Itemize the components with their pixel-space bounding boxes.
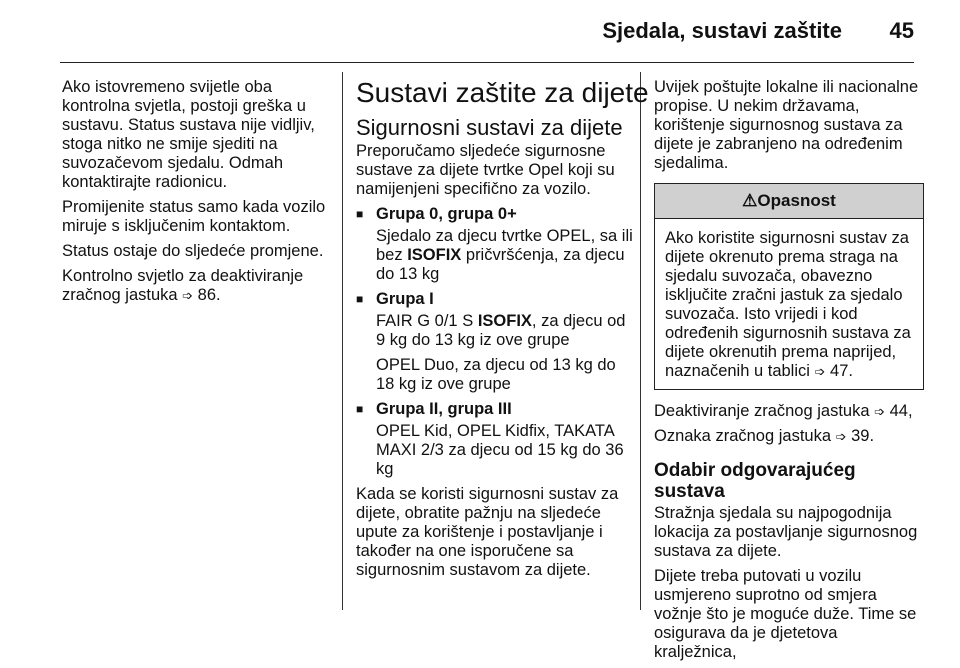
page-ref-arrow-icon: ➩ — [814, 364, 826, 379]
paragraph-airbag-deactivation-ref — [654, 402, 924, 421]
ref-text: Deaktiviranje zračnog jastuka — [654, 402, 870, 420]
warning-icon: ⚠ — [742, 191, 758, 210]
subsection-heading: Sigurnosni sustavi za dijete — [356, 115, 623, 140]
header-rule — [60, 62, 914, 63]
paragraph-change-status: Promijenite status samo kada vozilo miruje s isključenim kontaktom. — [62, 198, 326, 235]
running-header-title: Sjedala, sustavi zaštite — [602, 18, 842, 43]
page-ref-arrow-icon: ➩ — [874, 404, 886, 419]
page-ref-link[interactable]: 86. — [197, 286, 221, 304]
paragraph-rear-seats: Stražnja sjedala su najpogodnija lokacija za postavljanje sigurnosnog sustava za dijete. — [654, 504, 918, 560]
paragraph-rear-facing: Dijete treba putovati u vozilu usmjereno suprotno od smjera vožnje što je moguće duže. Time se osigurava da je djetetova kralježnica, — [654, 567, 917, 661]
page-ref-link[interactable]: 39. — [851, 427, 875, 445]
page-ref-arrow-icon: ➩ — [835, 429, 847, 444]
page-number: 45 — [889, 18, 914, 43]
group-2-label: ■ Grupa II, grupa III — [356, 400, 634, 419]
text: pričvršćenja, za djecu do 13 kg — [376, 246, 625, 283]
paragraph-airbag-label-ref — [654, 427, 924, 446]
page-ref-link[interactable]: 44, — [889, 402, 913, 420]
group-1-description-a — [356, 312, 634, 350]
group-1-description-b: OPEL Duo, za djecu od 13 kg do 18 kg iz ove grupe — [376, 356, 616, 393]
group-1-label: ■ Grupa I — [356, 290, 634, 309]
text: , za djecu od 9 kg do 13 kg iz ove grupe — [376, 312, 626, 349]
ref-text: Kontrolno svjetlo za deaktiviranje zračnog jastuka — [62, 267, 304, 304]
warning-box — [654, 183, 924, 390]
paragraph-airbag-light-ref — [62, 267, 330, 305]
paragraph-local-regulations: Uvijek poštujte lokalne ili nacionalne propise. U nekim državama, korištenje sigurnosnog sustava za dijete je zabranjeno na određenim sjedalima. — [654, 78, 919, 172]
isofix-label: ISOFIX — [477, 312, 532, 330]
paragraph-usage-instructions: Kada se koristi sigurnosni sustav za dijete, obratite pažnju na sljedeće upute za korištenje i postavljanje i također na one isporučene sa sigurnosnim sustavom za dijete. — [356, 485, 619, 579]
warning-body — [655, 219, 923, 389]
group-2-description: OPEL Kid, OPEL Kidfix, TAKATA MAXI 2/3 za djecu od 15 kg do 36 kg — [376, 422, 624, 478]
column-2 — [356, 77, 649, 586]
group-0-label: ■ Grupa 0, grupa 0+ — [356, 205, 634, 224]
column-divider-2 — [640, 72, 641, 610]
page-ref-link[interactable]: 47. — [830, 362, 853, 380]
column-divider-1 — [342, 72, 343, 610]
section-heading-selection: Odabir odgovarajućeg sustava — [654, 460, 856, 502]
ref-text: Oznaka zračnog jastuka — [654, 427, 832, 445]
paragraph-error-status: Ako istovremeno svijetle oba kontrolna svjetla, postoji greška u sustavu. Status sustava nije vidljiv, stoga nitko ne smije sjediti na suvozačevom sjedalu. Odmah kontaktirajte radionicu. — [62, 78, 315, 191]
paragraph-status-persists: Status ostaje do sljedeće promjene. — [62, 242, 324, 260]
column-1 — [62, 78, 330, 311]
warning-text: Ako koristite sigurnosni sustav za dijete okrenuto prema straga na sjedalu suvozača, obavezno isključite zračni jastuk za sjedalo suvozača. Isto vrijedi i kod određenih sigurnosnih sustava za dijete okrenutih prema naprijed, naznačenih u tablici — [665, 229, 911, 380]
text: FAIR G 0/1 S — [376, 312, 474, 330]
group-0-description — [356, 227, 634, 284]
section-heading: Sustavi zaštite za dijete — [356, 77, 649, 108]
text: Sjedalo za djecu tvrtke OPEL, sa ili bez — [376, 227, 633, 264]
warning-header — [655, 184, 923, 219]
warning-title: Opasnost — [757, 191, 836, 210]
page-ref-arrow-icon: ➩ — [182, 288, 194, 303]
paragraph-intro: Preporučamo sljedeće sigurnosne sustave za dijete tvrtke Opel koji su namijenjeni specifično za vozilo. — [356, 142, 615, 198]
isofix-label: ISOFIX — [407, 246, 462, 264]
column-3 — [654, 78, 924, 668]
